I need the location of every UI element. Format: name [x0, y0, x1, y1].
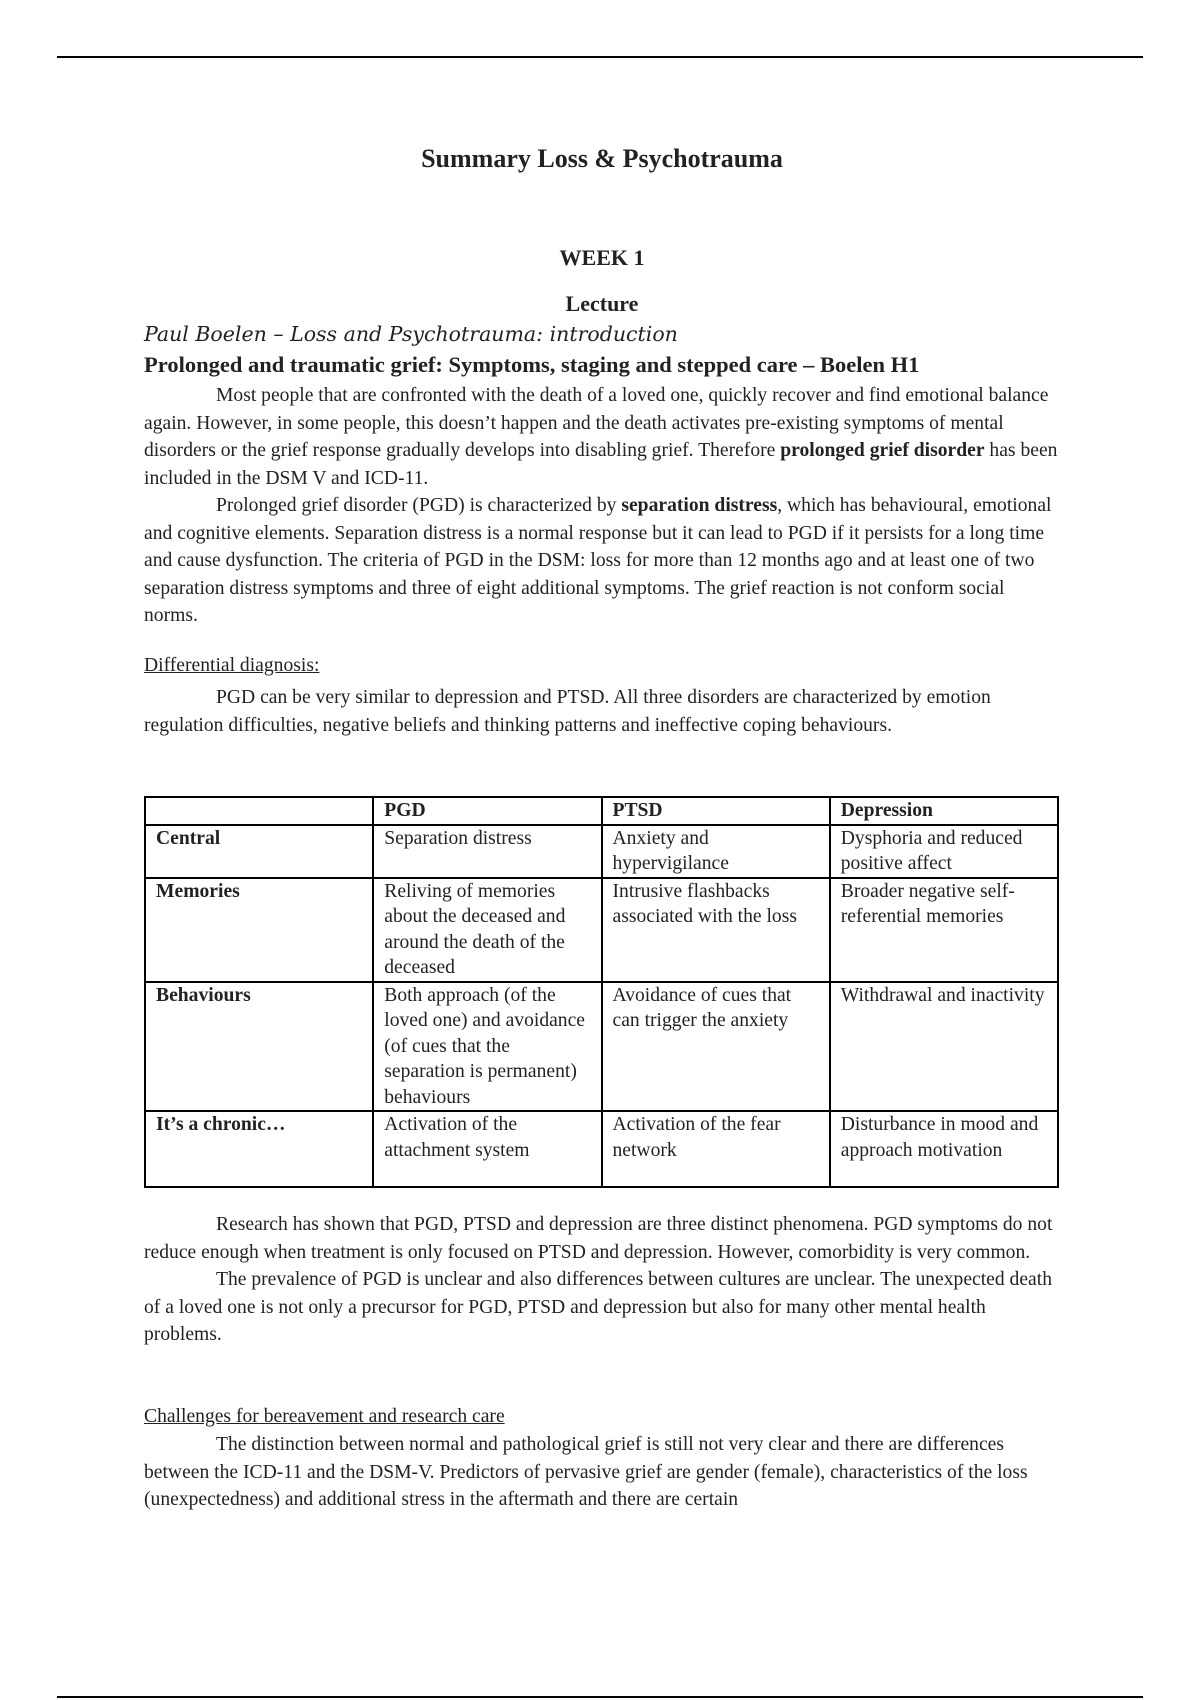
intro-p2-bold: separation distress [621, 495, 778, 516]
table-cell: Broader negative self-referential memories [830, 878, 1058, 982]
research-section [144, 1211, 1060, 1349]
table-cell: Activation of the fear network [602, 1111, 830, 1187]
table-header-cell: PGD [373, 797, 601, 825]
table-cell: Separation distress [373, 825, 601, 878]
table-cell: Both approach (of the loved one) and avoidance (of cues that the separation is permanent) behaviours [373, 982, 601, 1112]
row-label: Memories [145, 878, 373, 982]
challenges-paragraph [144, 1431, 1060, 1514]
intro-paragraph-2 [144, 492, 1060, 630]
table-cell: Intrusive flashbacks associated with the loss [602, 878, 830, 982]
challenges-section [144, 1431, 1060, 1514]
row-label: Central [145, 825, 373, 878]
intro-p1-text-b: has been included in the DSM V and ICD-11. [144, 440, 1058, 489]
footer-rule [57, 1696, 1143, 1698]
table-cell: Activation of the attachment system [373, 1111, 601, 1187]
table-row [145, 982, 1058, 1112]
table-header-cell: Depression [830, 797, 1058, 825]
table-header-cell: PTSD [602, 797, 830, 825]
table-header-cell [145, 797, 373, 825]
differential-heading: Differential diagnosis: [144, 655, 320, 676]
differential-text: PGD can be very similar to depression and PTSD. All three disorders are characterized by emotion regulation difficulties, negative beliefs and thinking patterns and ineffective coping behaviours. [144, 687, 991, 736]
differential-section [144, 684, 1060, 739]
intro-section [144, 382, 1060, 630]
document-title: Summary Loss & Psychotrauma [421, 144, 783, 173]
intro-paragraph-1 [144, 382, 1060, 492]
research-p1-text: Research has shown that PGD, PTSD and depression are three distinct phenomena. PGD symptoms do not reduce enough when treatment is only focused on PTSD and depression. However, comorbidity is very common. [144, 1214, 1053, 1263]
comparison-table [144, 796, 1059, 1188]
intro-p2-text-a: Prolonged grief disorder (PGD) is characterized by [216, 495, 622, 516]
table-cell: Avoidance of cues that can trigger the anxiety [602, 982, 830, 1112]
header-rule [57, 56, 1143, 58]
table-cell: Disturbance in mood and approach motivation [830, 1111, 1058, 1187]
research-paragraph-2 [144, 1266, 1060, 1349]
lecturer-line: Paul Boelen – Loss and Psychotrauma: introduction [144, 322, 678, 346]
table-cell: Reliving of memories about the deceased and around the death of the deceased [373, 878, 601, 982]
row-label: Behaviours [145, 982, 373, 1112]
table-row [145, 1111, 1058, 1187]
intro-p1-bold: prolonged grief disorder [780, 440, 985, 461]
research-p2-text: The prevalence of PGD is unclear and also differences between cultures are unclear. The unexpected death of a loved one is not only a precursor for PGD, PTSD and depression but also for many other mental health problems. [144, 1269, 1052, 1345]
challenges-heading: Challenges for bereavement and research care [144, 1406, 505, 1427]
table-row [145, 878, 1058, 982]
chapter-heading: Prolonged and traumatic grief: Symptoms, staging and stepped care – Boelen H1 [144, 352, 920, 377]
intro-p1-text-a: Most people that are confronted with the death of a loved one, quickly recover and find emotional balance again. However, in some people, this doesn’t happen and the death activates pre-existing symptoms of mental disorders or the grief response gradually develops into disabling grief. Therefore [144, 385, 1049, 461]
table-cell: Dysphoria and reduced positive affect [830, 825, 1058, 878]
row-label: It’s a chronic… [145, 1111, 373, 1187]
table-cell: Withdrawal and inactivity [830, 982, 1058, 1112]
table-row [145, 825, 1058, 878]
challenges-text: The distinction between normal and pathological grief is still not very clear and there are differences between the ICD-11 and the DSM-V. Predictors of pervasive grief are gender (female), characteristics of the loss (unexpectedness) and additional stress in the aftermath and there are certain [144, 1434, 1028, 1510]
intro-p2-text-b: , which has behavioural, emotional and cognitive elements. Separation distress is a normal response but it can lead to PGD if it persists for a long time and cause dysfunction. The criteria of PGD in the DSM: loss for more than 12 months ago and at least one of two separation distress symptoms and three of eight additional symptoms. The grief reaction is not conform social norms. [144, 495, 1052, 626]
differential-paragraph [144, 684, 1060, 739]
table-header-row [145, 797, 1058, 825]
research-paragraph-1 [144, 1211, 1060, 1266]
lecture-heading: Lecture [565, 291, 639, 316]
table-cell: Anxiety and hypervigilance [602, 825, 830, 878]
week-heading: WEEK 1 [559, 245, 645, 270]
